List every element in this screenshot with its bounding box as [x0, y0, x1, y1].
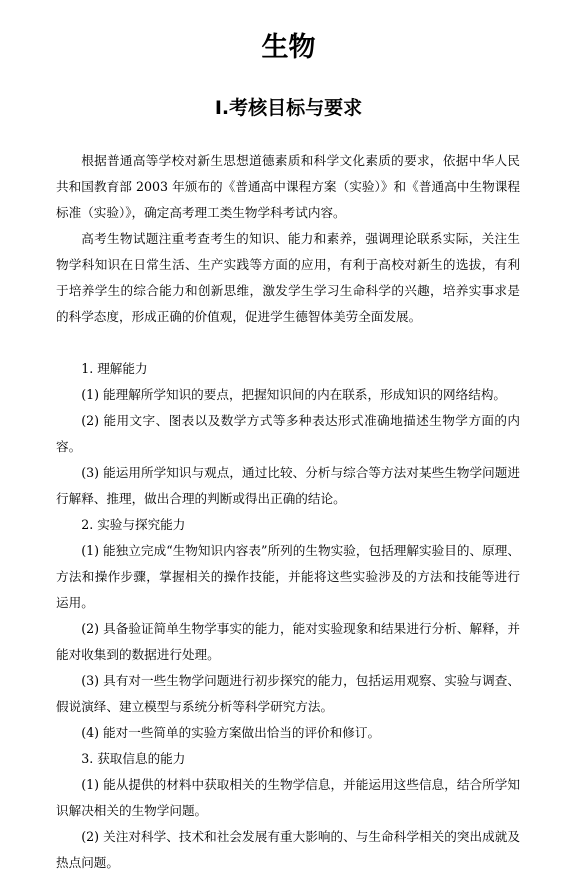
- ability-item-3-2: (2) 关注对科学、技术和社会发展有重大影响的、与生命科学相关的突出成就及热点问题。: [56, 829, 520, 870]
- ability-item-2-4: (4) 能对一些简单的实验方案做出恰当的评价和修订。: [81, 725, 381, 740]
- ability-heading-3: 3. 获取信息的能力: [81, 751, 186, 766]
- ability-item-1-3: (3) 能运用所学知识与观点，通过比较、分析与综合等方法对某些生物学问题进行解释、推理，做出合理的判断或得出正确的结论。: [56, 465, 520, 506]
- intro-paragraph-1: 根据普通高等学校对新生思想道德素质和科学文化素质的要求，依据中华人民共和国教育部 2003 年颁布的《普通高中课程方案（实验）》和《普通高中生物课程标准（实验）》，确定高考理工类生物学科考试内容。: [56, 153, 520, 220]
- ability-item-3-1: (1) 能从提供的材料中获取相关的生物学信息，并能运用这些信息，结合所学知识解决相关的生物学问题。: [56, 777, 520, 818]
- intro-paragraph-2: 高考生物试题注重考查考生的知识、能力和素养，强调理论联系实际，关注生物学科知识在日常生活、生产实践等方面的应用，有利于高校对新生的选拔，有利于培养学生的综合能力和创新思维，激发学生学习生命科学的兴趣，培养实事求是的科学态度，形成正确的价值观，促进学生德智体美劳全面发展。: [56, 231, 520, 324]
- paragraph-spacer: [56, 330, 520, 356]
- ability-item-2-2: (2) 具备验证简单生物学事实的能力，能对实验现象和结果进行分析、解释，并能对收集到的数据进行处理。: [56, 621, 520, 662]
- ability-item-2-1: (1) 能独立完成“生物知识内容表”所列的生物实验，包括理解实验目的、原理、方法和操作步骤，掌握相关的操作技能，并能将这些实验涉及的方法和技能等进行运用。: [56, 543, 520, 610]
- ability-heading-1: 1. 理解能力: [81, 361, 148, 376]
- document-title: 生物: [261, 32, 316, 63]
- document-body: [56, 148, 520, 876]
- section-title: Ⅰ.考核目标与要求: [214, 97, 363, 119]
- ability-item-1-1: (1) 能理解所学知识的要点，把握知识间的内在联系，形成知识的网络结构。: [81, 387, 507, 402]
- ability-item-1-2: (2) 能用文字、图表以及数学方式等多种表达形式准确地描述生物学方面的内容。: [56, 413, 520, 454]
- ability-item-2-3: (3) 具有对一些生物学问题进行初步探究的能力，包括运用观察、实验与调查、假说演绎、建立模型与系统分析等科学研究方法。: [56, 673, 520, 714]
- ability-heading-2: 2. 实验与探究能力: [81, 517, 186, 532]
